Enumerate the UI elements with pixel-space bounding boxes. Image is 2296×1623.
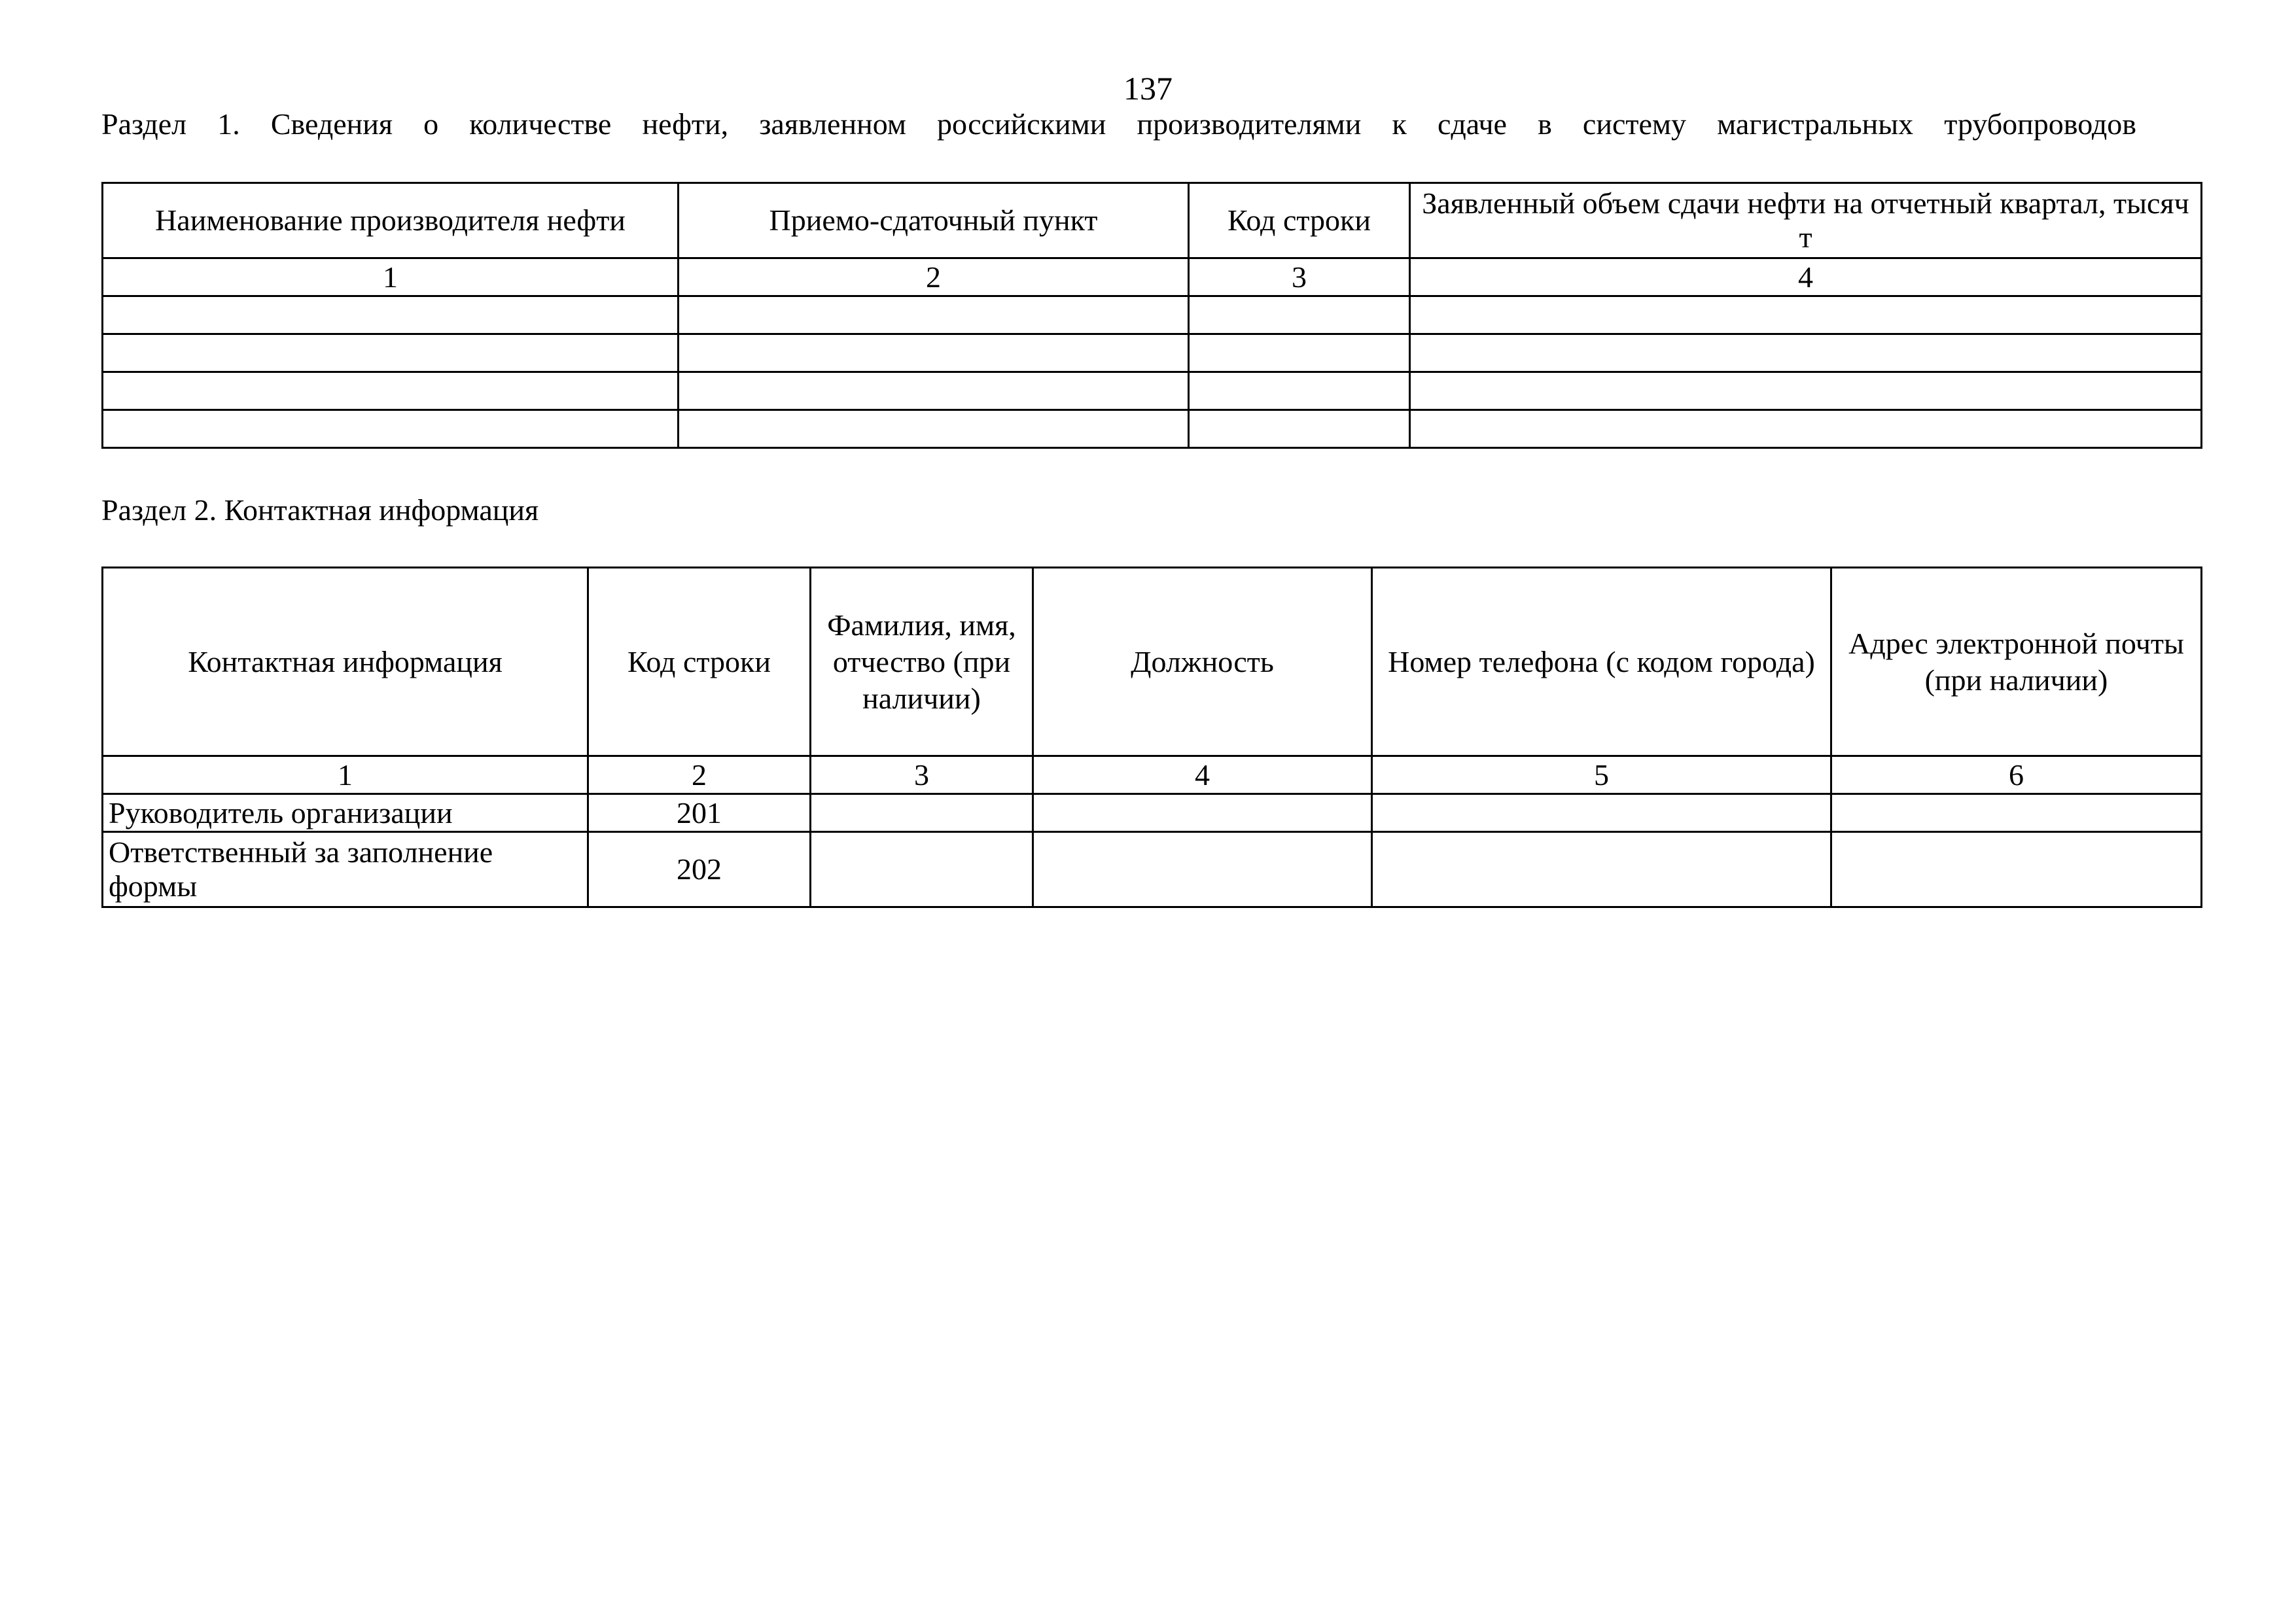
row-label-head: Руководитель организации [103,794,588,832]
row-code: 201 [588,794,811,832]
input-cell[interactable] [1189,296,1410,334]
input-cell[interactable] [811,794,1033,832]
input-cell[interactable] [1410,296,2202,334]
input-cell[interactable] [679,296,1189,334]
column-number: 4 [1033,756,1372,794]
table-row [103,296,2202,334]
column-header-full-name: Фамилия, имя, отчество (при наличии) [811,568,1033,756]
row-label-responsible: Ответственный за заполнение формы [103,832,588,907]
table-row [103,794,2202,832]
input-cell[interactable] [1033,832,1372,907]
column-header-email: Адрес электронной почты (при наличии) [1831,568,2202,756]
input-cell[interactable] [1189,410,1410,448]
column-numbers-row [103,258,2202,296]
column-number: 1 [103,258,679,296]
input-cell[interactable] [1189,334,1410,372]
input-cell[interactable] [1410,410,2202,448]
input-cell[interactable] [1372,832,1831,907]
column-header-line-code: Код строки [588,568,811,756]
page-number: 137 [1123,70,1173,107]
column-number: 2 [679,258,1189,296]
input-cell[interactable] [811,832,1033,907]
input-cell[interactable] [103,410,679,448]
table-row [103,410,2202,448]
section1-heading: Раздел 1. Сведения о количестве нефти, заявленном российскими производителями к сдаче в систему магистральных трубопроводов [101,107,2136,141]
input-cell[interactable] [103,372,679,410]
input-cell[interactable] [1831,794,2202,832]
table-header-row [103,568,2202,756]
table-row [103,832,2202,907]
column-number: 3 [811,756,1033,794]
section2-table [101,567,2202,908]
column-number: 6 [1831,756,2202,794]
column-number: 4 [1410,258,2202,296]
column-header-line-code: Код строки [1189,183,1410,258]
column-number: 1 [103,756,588,794]
input-cell[interactable] [103,296,679,334]
input-cell[interactable] [679,410,1189,448]
column-numbers-row [103,756,2202,794]
column-header-declared-volume: Заявленный объем сдачи нефти на отчетный квартал, тысяч т [1410,183,2202,258]
column-header-position: Должность [1033,568,1372,756]
section2-heading: Раздел 2. Контактная информация [101,493,539,527]
column-number: 3 [1189,258,1410,296]
column-number: 2 [588,756,811,794]
column-number: 5 [1372,756,1831,794]
input-cell[interactable] [1831,832,2202,907]
table-row [103,334,2202,372]
column-header-contact-info: Контактная информация [103,568,588,756]
input-cell[interactable] [1410,372,2202,410]
table-row [103,372,2202,410]
column-header-delivery-point: Приемо-сдаточный пункт [679,183,1189,258]
input-cell[interactable] [103,334,679,372]
input-cell[interactable] [1189,372,1410,410]
input-cell[interactable] [679,372,1189,410]
section1-table [101,182,2202,449]
column-header-phone: Номер телефона (с кодом города) [1372,568,1831,756]
table-header-row [103,183,2202,258]
input-cell[interactable] [1372,794,1831,832]
input-cell[interactable] [1410,334,2202,372]
column-header-producer: Наименование производителя нефти [103,183,679,258]
input-cell[interactable] [679,334,1189,372]
row-code: 202 [588,832,811,907]
input-cell[interactable] [1033,794,1372,832]
